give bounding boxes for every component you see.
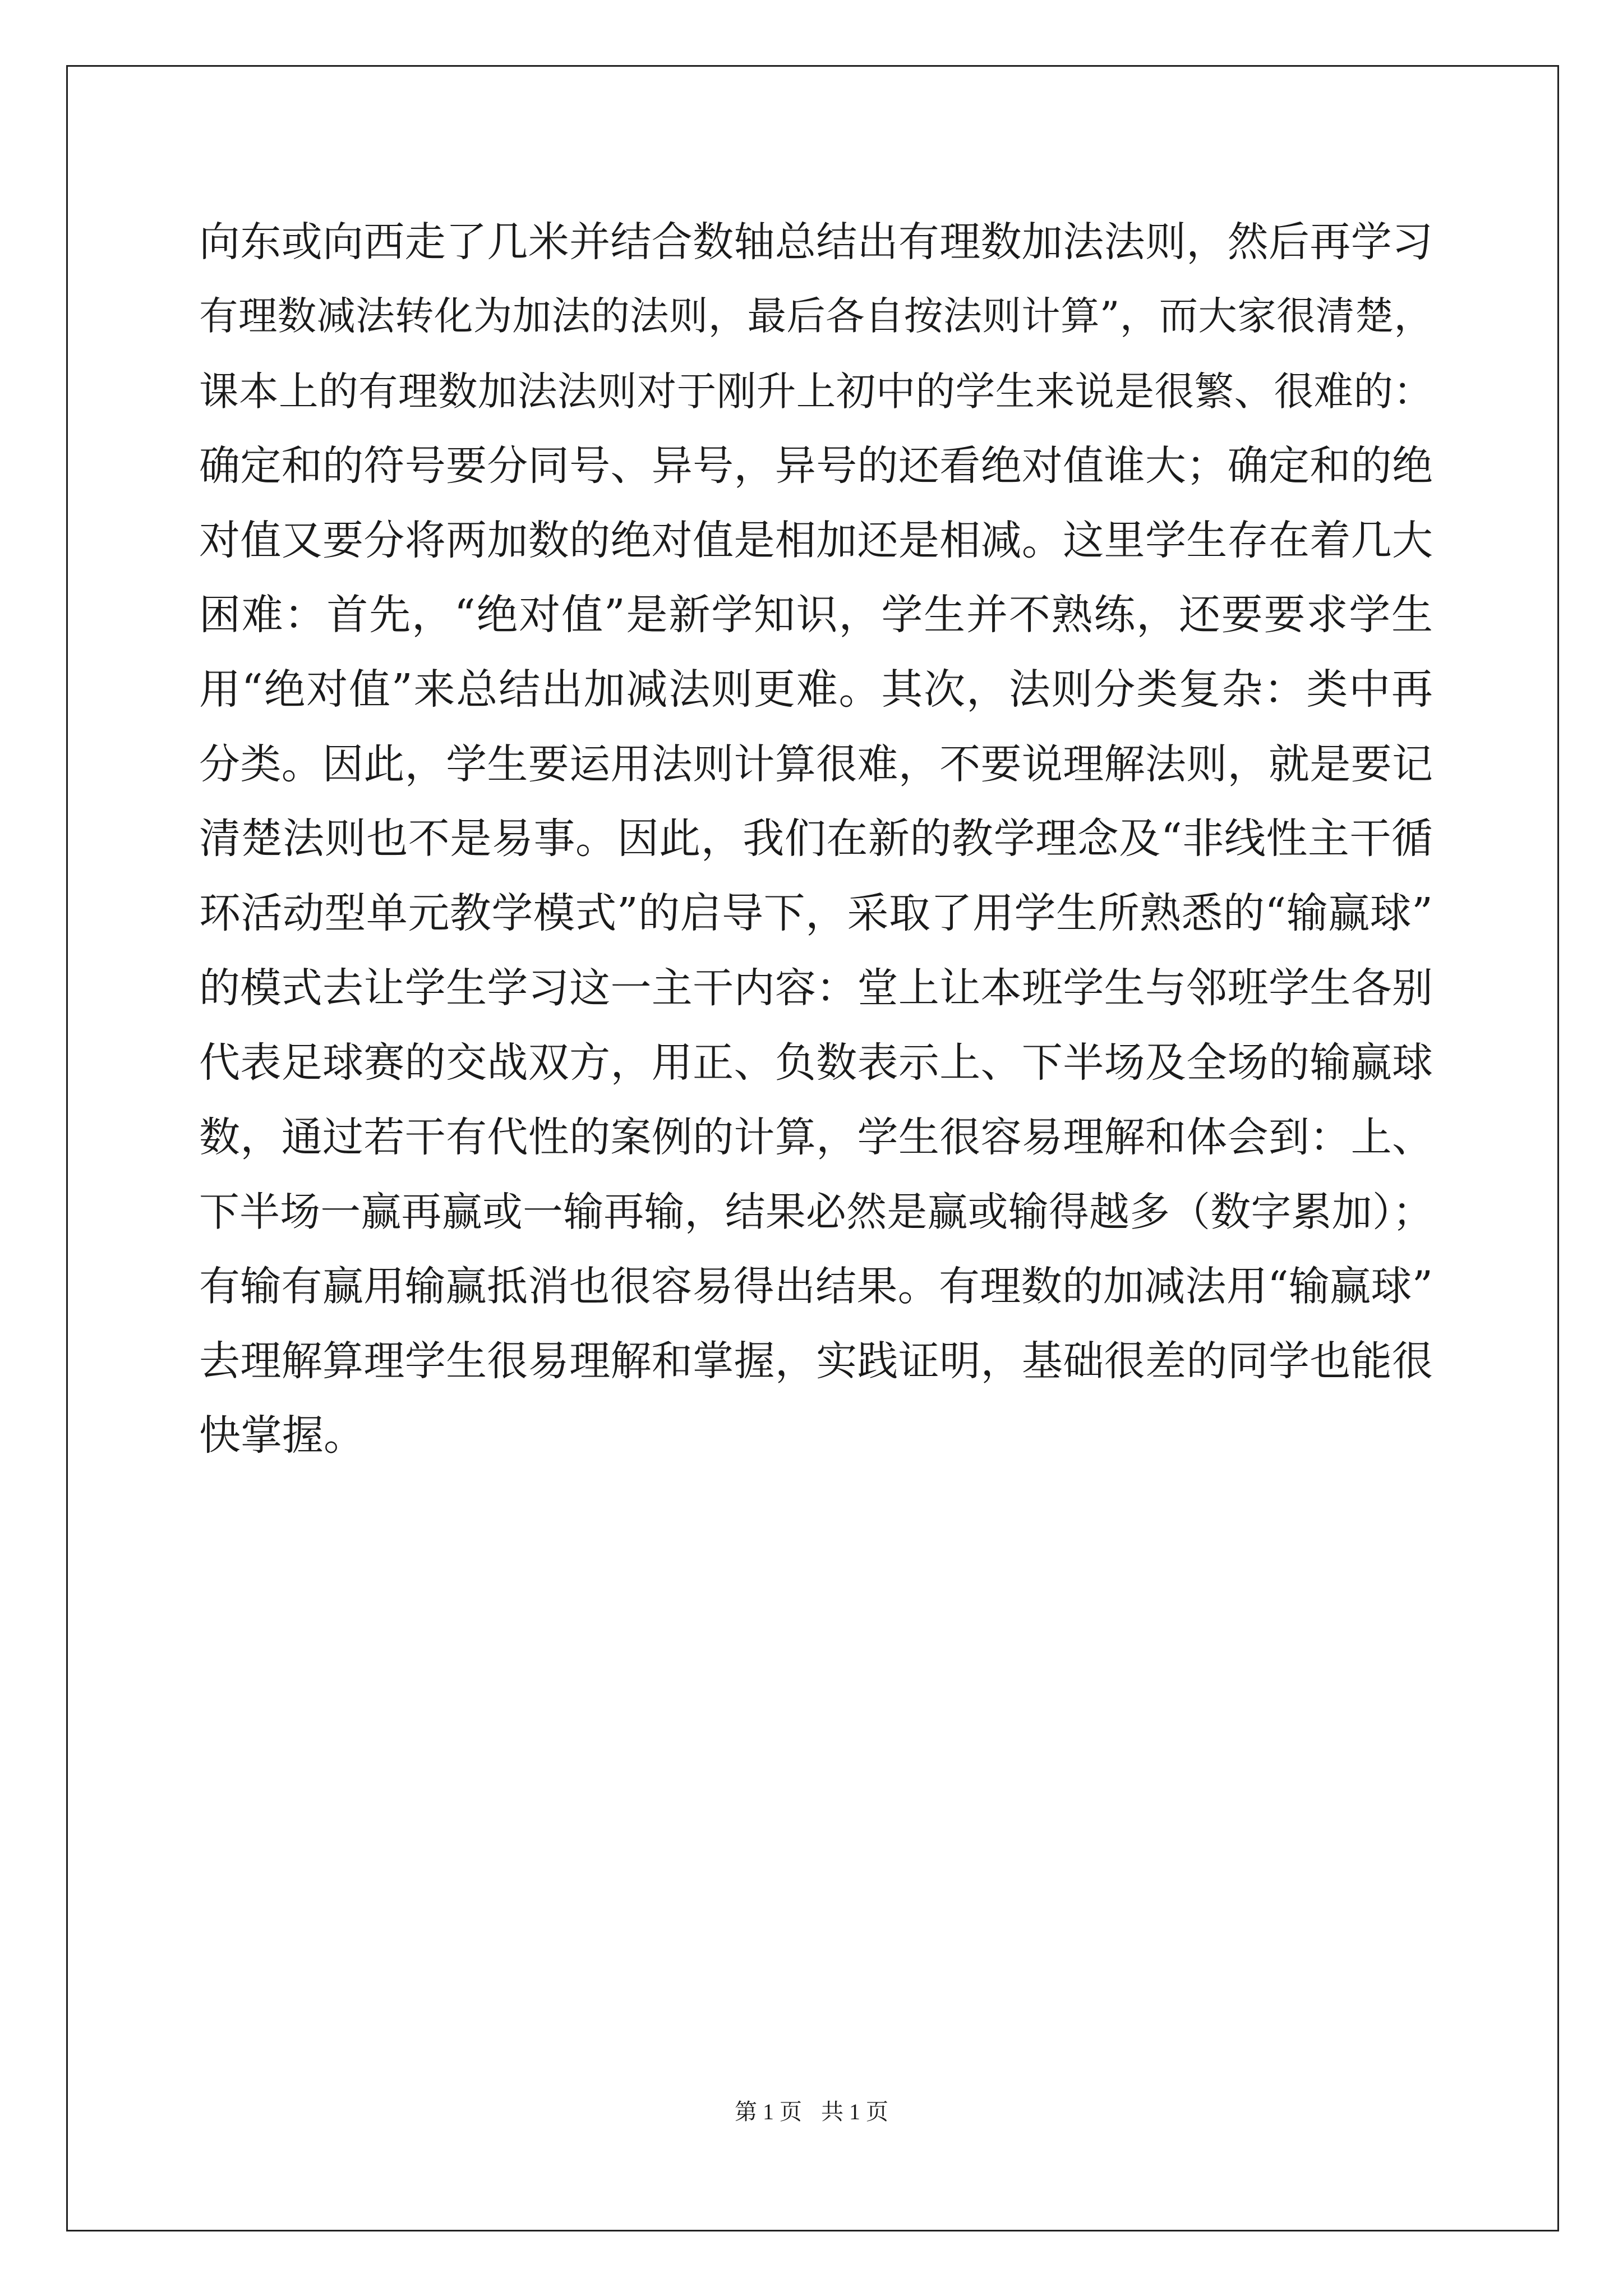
text-line: 的模式去让学生学习这一主干内容：堂上让本班学生与邻班学生各别 bbox=[199, 964, 1433, 1012]
text-line: 有理数减法转化为加法的法则，最后各自按法则计算”，而大家很清楚， bbox=[199, 294, 1433, 339]
text-line: 去理解算理学生很易理解和掌握，实践证明，基础很差的同学也能很 bbox=[199, 1337, 1433, 1385]
text-line: 对值又要分将两加数的绝对值是相加还是相减。这里学生存在着几大 bbox=[199, 517, 1433, 564]
text-line: 课本上的有理数加法法则对于刚升上初中的学生来说是很繁、很难的： bbox=[199, 368, 1433, 415]
text-line: 数，通过若干有代性的案例的计算，学生很容易理解和体会到：上、 bbox=[199, 1114, 1433, 1161]
body-paragraph bbox=[199, 205, 1433, 1473]
page-total: 共 1 页 bbox=[821, 2099, 888, 2124]
text-line: 困难：首先，“绝对值”是新学知识，学生并不熟练，还要要求学生 bbox=[199, 591, 1433, 639]
text-line: 确定和的符号要分同号、异号，异号的还看绝对值谁大；确定和的绝 bbox=[199, 442, 1433, 490]
text-line: 下半场一赢再赢或一输再输，结果必然是赢或输得越多（数字累加）； bbox=[199, 1188, 1433, 1235]
text-line: 有输有赢用输赢抵消也很容易得出结果。有理数的加减法用“输赢球” bbox=[199, 1263, 1433, 1310]
page-number: 第 1 页 bbox=[735, 2099, 802, 2124]
text-line: 快掌握。 bbox=[199, 1411, 365, 1460]
text-line: 环活动型单元教学模式”的启导下，采取了用学生所熟悉的“输赢球” bbox=[199, 889, 1433, 937]
text-line: 向东或向西走了几米并结合数轴总结出有理数加法法则，然后再学习 bbox=[199, 218, 1433, 266]
text-line: 用“绝对值”来总结出加减法则更难。其次，法则分类复杂：类中再 bbox=[199, 665, 1433, 714]
page-footer bbox=[0, 2095, 1623, 2129]
text-line: 代表足球赛的交战双方，用正、负数表示上、下半场及全场的输赢球 bbox=[199, 1039, 1433, 1087]
text-line: 清楚法则也不是易事。因此，我们在新的教学理念及“非线性主干循 bbox=[199, 815, 1433, 863]
text-line: 分类。因此，学生要运用法则计算很难，不要说理解法则，就是要记 bbox=[199, 740, 1433, 788]
